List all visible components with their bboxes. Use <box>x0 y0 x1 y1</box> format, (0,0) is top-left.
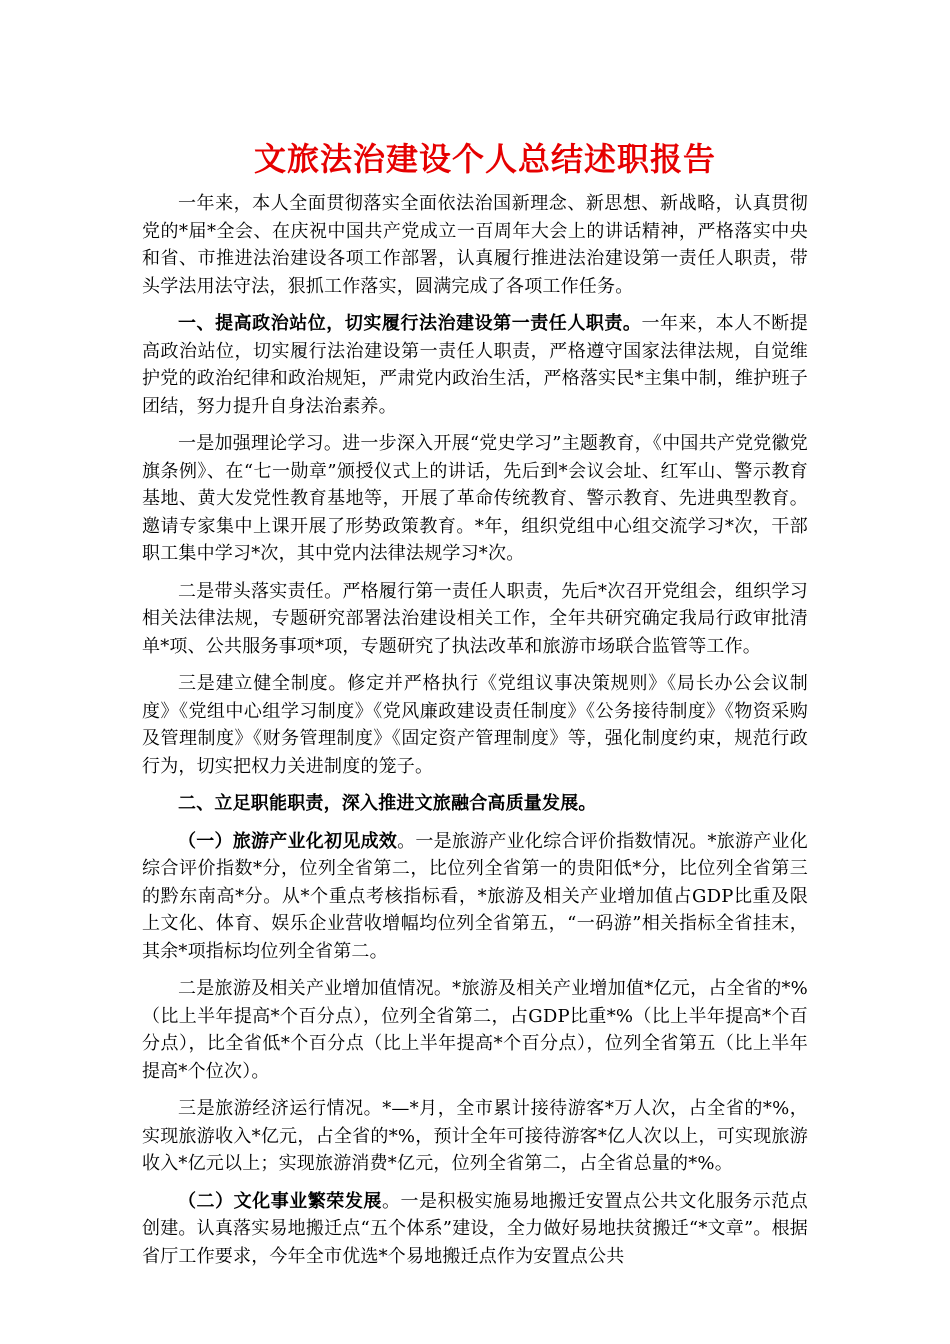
paragraph-intro <box>142 190 808 300</box>
paragraph-text: 一是加强理论学习。进一步深入开展“党史学习”主题教育，《中国共产党党徽党旗条例》、在“七一勋章”颁授仪式上的讲话，先后到*会议会址、红军山、警示教育基地、黄大发党性教育基地等，开展了革命传统教育、警示教育、先进典型教育。邀请专家集中上课开展了形势政策教育。*年，组织党组中心组交流学习*次，干部职工集中学习*次，其中党内法律法规学习*次。 <box>142 433 808 564</box>
paragraph-text: 三是旅游经济运行情况。*—*月，全市累计接待游客*万人次，占全省的*%，实现旅游收入*亿元，占全省的*%，预计全年可接待游客*亿人次以上，可实现旅游收入*亿元以上；实现旅游消费*亿元，位列全省第二，占全省总量的*%。 <box>142 1098 808 1174</box>
paragraph-systems <box>142 670 808 780</box>
paragraph-responsibility <box>142 578 808 661</box>
document-title: 文旅法治建设个人总结述职报告 <box>254 140 717 178</box>
paragraph-theory-study <box>142 430 808 568</box>
paragraph-text: 。一是积极实施易地搬迁安置点公共文化服务示范点创建。认真落实易地搬迁点“五个体系”建设，全力做好易地扶贫搬迁“*文章”。根据省厅工作要求，今年全市优选*个易地搬迁点作为安置点公共 <box>142 1190 808 1267</box>
paragraph-text: 二是带头落实责任。严格履行第一责任人职责，先后*次召开党组会，组织学习相关法律法规，专题研究部署法治建设相关工作，全年共研究确定我局行政审批清单*项、公共服务事项*项，专题研究了执法改革和旅游市场联合监管等工作。 <box>142 580 808 657</box>
paragraph-tourism-economy <box>142 1095 808 1178</box>
subsection-heading: （一）旅游产业化初见成效 <box>178 830 398 852</box>
section-heading: 一、提高政治站位，切实履行法治建设第一责任人职责。 <box>178 313 642 334</box>
paragraph-text: 三是建立健全制度。修定并严格执行《党组议事决策规则》《局长办公会议制度》《党组中心组学习制度》《党风廉政建设责任制度》《公务接待制度》《物资采购及管理制度》《财务管理制度》《固定资产管理制度》等，强化制度约束，规范行政行为，切实把权力关进制度的笼子。 <box>142 673 808 777</box>
paragraph-added-value <box>142 975 808 1085</box>
paragraph-culture <box>142 1188 808 1271</box>
section-heading: 二、立足职能职责，深入推进文旅融合高质量发展。 <box>178 793 597 814</box>
paragraph-text: 一年来，本人全面贯彻落实全面依法治国新理念、新思想、新战略，认真贯彻党的*届*全会、在庆祝中国共产党成立一百周年大会上的讲话精神，严格落实中央和省、市推进法治建设各项工作部署，认真履行推进法治建设第一责任人职责，带头学法用法守法，狠抓工作落实，圆满完成了各项工作任务。 <box>142 193 808 297</box>
paragraph-tourism-industry <box>142 828 808 966</box>
paragraph-text: 。一是旅游产业化综合评价指数情况。*旅游产业化综合评价指数*分，位列全省第二，比位列全省第一的贵阳低*分，比位列全省第三的黔东南高*分。从*个重点考核指标看，*旅游及相关产业增加值占GDP比重及限上文化、体育、娱乐企业营收增幅均位列全省第五，“一码游”相关指标全省挂末，其余*项指标均位列全省第二。 <box>142 830 808 962</box>
paragraph-section-1 <box>142 310 808 420</box>
subsection-heading: （二）文化事业繁荣发展 <box>178 1190 382 1212</box>
paragraph-text: 一年来，本人不断提高政治站位，切实履行法治建设第一责任人职责，严格遵守国家法律法规，自觉维护党的政治纪律和政治规矩，严肃党内政治生活，严格落实民*主集中制，维护班子团结，努力提升自身法治素养。 <box>142 313 808 417</box>
paragraph-section-2 <box>142 790 808 818</box>
paragraph-text: 二是旅游及相关产业增加值情况。*旅游及相关产业增加值*亿元，占全省的*%（比上半年提高*个百分点），位列全省第二，占GDP比重*%（比上半年提高*个百分点），比全省低*个百分点（比上半年提高*个百分点），位列全省第五（比上半年提高*个位次）。 <box>142 978 808 1082</box>
